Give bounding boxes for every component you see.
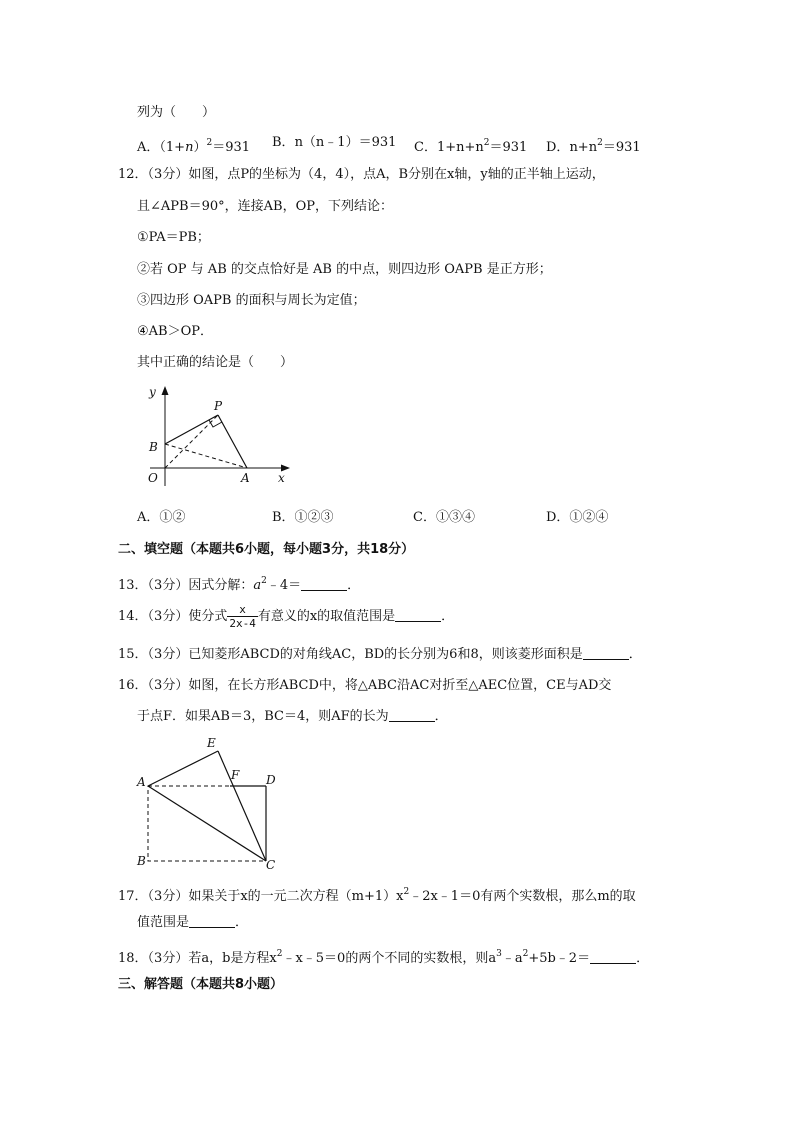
q14: 14．（3分）使分式 $\frac{x}{2x-4}$ 有意义的x的取值范围是 ． xyxy=(118,603,455,630)
label-e: E xyxy=(207,736,216,750)
q12-line1: 12．（3分）如图，点P的坐标为（4，4），点A，B分别在x轴，y轴的正半轴上运动， xyxy=(118,167,605,182)
q11-tail: 列为（ ） xyxy=(137,105,216,120)
q12-ask: 其中正确的结论是（ ） xyxy=(137,355,294,370)
segment-bp xyxy=(165,415,218,444)
label-y: y xyxy=(149,385,156,399)
section-3-heading: 三、解答题（本题共8小题） xyxy=(118,977,284,992)
q17-line2: 值范围是 ． xyxy=(137,915,249,930)
y-axis-arrow xyxy=(162,386,169,395)
fraction: $\frac{x}{2x-4}$ xyxy=(229,603,256,630)
q12-option-c: C．①③④ xyxy=(413,510,475,525)
q12-line2: 且∠APB＝90°，连接AB，OP，下列结论： xyxy=(137,199,393,214)
label-d: D xyxy=(266,773,276,787)
answer-blank xyxy=(583,646,629,660)
label-a: A xyxy=(137,775,146,789)
q17-line1: 17．（3分）如果关于x的一元二次方程$(m+1)x^2﹣2x﹣1=0$有两个实数根，那么m的取 xyxy=(118,887,636,904)
q16-figure xyxy=(132,734,282,872)
q11-option-b: B．n（n﹣1）＝931 xyxy=(272,135,397,150)
segment-ae xyxy=(148,751,218,786)
section-2-heading: 二、填空题（本题共6小题，每小题3分，共18分） xyxy=(118,542,415,557)
q12-option-d: D．①②④ xyxy=(546,510,609,525)
label-a: A xyxy=(241,471,250,485)
q12-option-b: B．①②③ xyxy=(272,510,334,525)
right-angle-mark xyxy=(209,420,222,427)
q16-line1: 16．（3分）如图，在长方形ABCD中，将△ABC沿AC对折至△AEC位置，CE与AD交 xyxy=(118,678,612,693)
segment-ec xyxy=(218,751,266,861)
label-b: B xyxy=(149,440,158,454)
q15: 15．（3分）已知菱形ABCD的对角线AC，BD的长分别为6和8，则该菱形面积是 ． xyxy=(118,647,642,662)
label-p: P xyxy=(214,399,223,413)
answer-blank xyxy=(395,608,441,622)
q12-figure xyxy=(140,378,300,490)
label-o: O xyxy=(148,471,158,485)
segment-op xyxy=(165,415,218,468)
label-x: x xyxy=(278,471,285,485)
q12-statement-4: ④AB＞OP． xyxy=(137,324,214,339)
answer-blank xyxy=(189,914,235,928)
q12-statement-2: ②若 OP 与 AB 的交点恰好是 AB 的中点，则四边形 OAPB 是正方形； xyxy=(137,262,552,277)
label-b: B xyxy=(137,854,146,868)
answer-blank xyxy=(301,577,347,591)
segment-pa xyxy=(218,415,247,468)
answer-blank xyxy=(590,950,636,964)
answer-blank xyxy=(389,708,435,722)
q12-option-a: A．①② xyxy=(137,510,186,525)
q12-statement-3: ③四边形 OAPB 的面积与周长为定值； xyxy=(137,293,366,308)
q18: 18．（3分）若a，b是方程$x^2﹣x﹣5=0$的两个不同的实数根，则$a^3﹣a^2+5b﹣2=$ ． xyxy=(118,949,650,966)
q11-option-c: C．$1+n+n^2=931$ xyxy=(414,138,528,155)
q11-option-d: D．$n+n^2=931$ xyxy=(546,138,641,155)
diagonal-ac xyxy=(148,786,266,861)
label-f: F xyxy=(231,768,240,782)
label-c: C xyxy=(266,858,276,872)
q13: 13．（3分）因式分解：$a^2﹣4=$ ． xyxy=(118,576,361,593)
q11-option-a: A．$(1+n)^2=931$ xyxy=(137,138,251,155)
q12-statement-1: ①PA＝PB； xyxy=(137,230,210,245)
q16-line2: 于点F．如果AB＝3，BC＝4，则AF的长为 ． xyxy=(137,709,448,724)
